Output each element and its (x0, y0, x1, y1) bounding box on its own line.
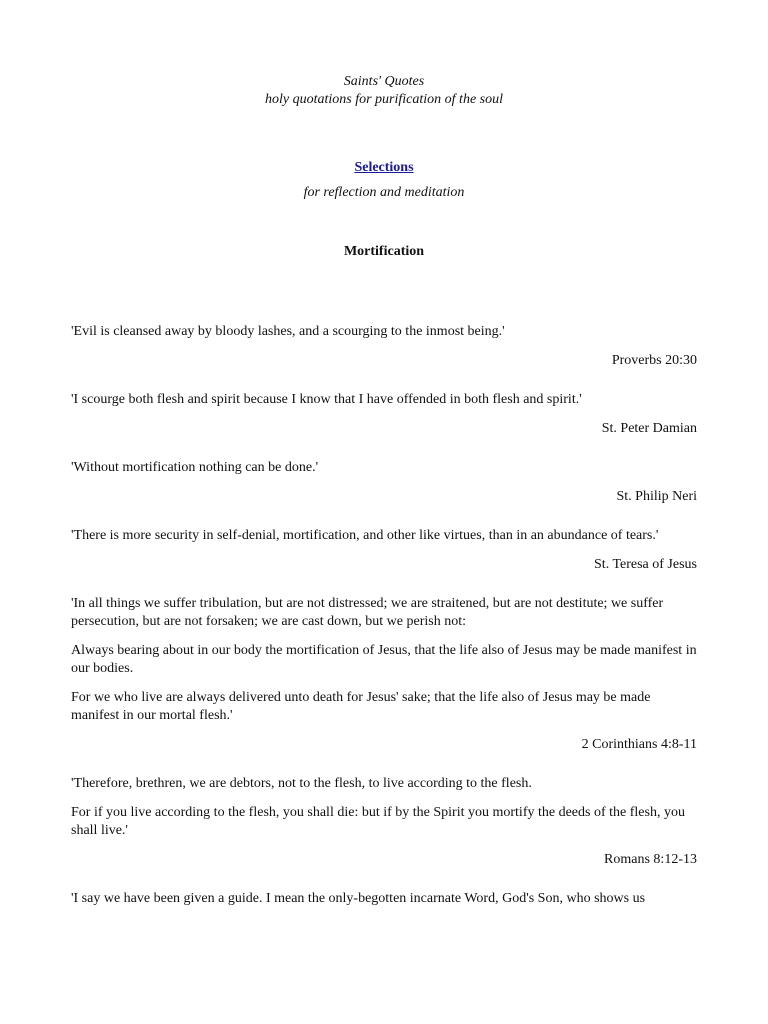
quote-source: St. Teresa of Jesus (594, 557, 697, 572)
quote-paragraph: 'Without mortification nothing can be done.' (71, 460, 319, 475)
quote-paragraph: For we who live are always delivered unto death for Jesus' sake; that the life also of Jesus may be made manifest in our mortal flesh.' (71, 690, 651, 723)
quote-paragraph: 'In all things we suffer tribulation, but are not distressed; we are straitened, but are not destitute; we suffer persecution, but are not forsaken; we are cast down, but we perish not: (71, 596, 664, 629)
quote-block (71, 323, 697, 370)
quote-paragraph: 'Therefore, brethren, we are debtors, not to the flesh, to live according to the flesh. (71, 776, 532, 791)
quote-paragraph: Always bearing about in our body the mortification of Jesus, that the life also of Jesus may be made manifest in our bodies. (71, 643, 697, 676)
section-title: Mortification (343, 244, 425, 259)
quote-paragraph: For if you live according to the flesh, you shall die: but if by the Spirit you mortify the deeds of the flesh, you shall live.' (71, 805, 685, 838)
quote-block (71, 595, 697, 754)
quote-block (71, 527, 697, 574)
quote-paragraph: 'I scourge both flesh and spirit because I know that I have offended in both flesh and spirit.' (71, 392, 582, 407)
document-page (71, 0, 697, 929)
quote-source: St. Philip Neri (616, 489, 697, 504)
quote-source: St. Peter Damian (601, 421, 697, 436)
quote-block (71, 391, 697, 438)
quote-block (71, 459, 697, 506)
document-subtitle: holy quotations for purification of the soul (265, 92, 503, 107)
quote-paragraph: 'Evil is cleansed away by bloody lashes, and a scourging to the inmost being.' (71, 324, 505, 339)
quote-block (71, 775, 697, 869)
document-title: Saints' Quotes (343, 74, 425, 89)
quote-source: Romans 8:12-13 (604, 852, 697, 867)
quote-block (71, 890, 697, 908)
quote-paragraph: 'I say we have been given a guide. I mean the only-begotten incarnate Word, God's Son, who shows us (71, 891, 646, 906)
selections-subtitle: for reflection and meditation (303, 185, 465, 200)
quote-source: 2 Corinthians 4:8-11 (581, 737, 697, 752)
quote-source: Proverbs 20:30 (611, 353, 697, 368)
quotes-list (71, 323, 697, 908)
selections-link[interactable]: Selections (354, 160, 414, 175)
quote-paragraph: 'There is more security in self-denial, mortification, and other like virtues, than in an abundance of tears.' (71, 528, 659, 543)
